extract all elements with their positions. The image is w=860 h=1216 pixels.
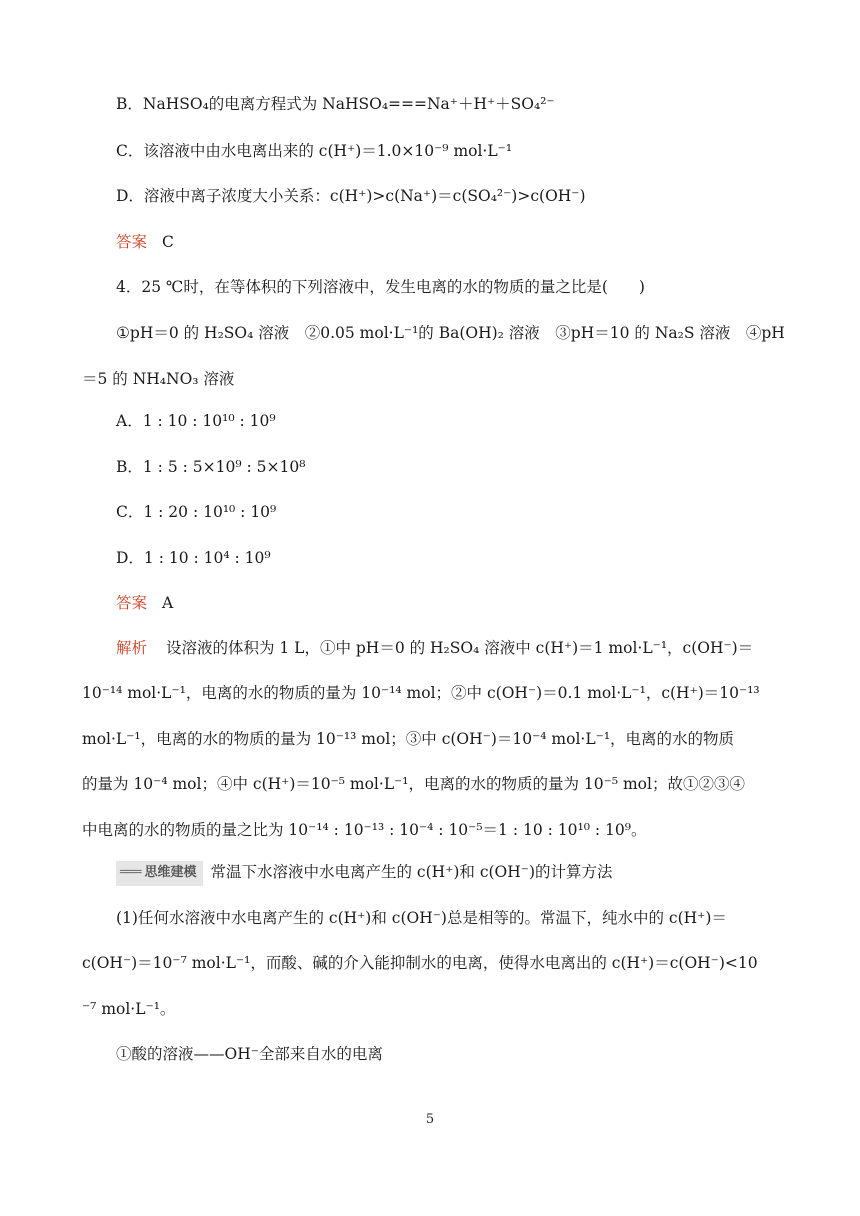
option-c: C．该溶液中由水电离出来的 c(H⁺)＝1.0×10⁻⁹ mol·L⁻¹	[116, 142, 513, 160]
answer-label: 答案	[116, 233, 148, 251]
model-title: 常温下水溶液中水电离产生的 c(H⁺)和 c(OH⁻)的计算方法	[210, 863, 613, 881]
question-4-option-d: D．1 : 10 : 10⁴ : 10⁹	[116, 549, 271, 567]
model-line-3: ⁻⁷ mol·L⁻¹。	[82, 1000, 176, 1018]
answer-3	[116, 231, 174, 253]
model-badge: ═══ 思维建模	[116, 861, 203, 886]
question-4-stem: 4．25 ℃时，在等体积的下列溶液中，发生电离的水的物质的量之比是( )	[116, 278, 645, 296]
analysis-line-2: 10⁻¹⁴ mol·L⁻¹，电离的水的物质的量为 10⁻¹⁴ mol；②中 c(OH⁻)＝0.1 mol·L⁻¹，c(H⁺)＝10⁻¹³	[82, 684, 760, 702]
model-line-4: ①酸的溶液——OH⁻全部来自水的电离	[116, 1045, 383, 1063]
option-b: B．NaHSO₄的电离方程式为 NaHSO₄===Na⁺＋H⁺＋SO₄²⁻	[116, 95, 555, 113]
model-line-1: (1)任何水溶液中水电离产生的 c(H⁺)和 c(OH⁻)总是相等的。常温下，纯水中的 c(H⁺)＝	[116, 909, 727, 927]
bars-icon: ═══	[120, 865, 141, 880]
analysis-label: 解析	[116, 639, 148, 657]
analysis-line-1	[116, 637, 753, 659]
analysis-line-5: 中电离的水的物质的量之比为 10⁻¹⁴ : 10⁻¹³ : 10⁻⁴ : 10⁻⁵＝1 : 10 : 10¹⁰ : 10⁹。	[82, 821, 647, 839]
model-line-2: c(OH⁻)＝10⁻⁷ mol·L⁻¹，而酸、碱的介入能抑制水的电离，使得水电离出的 c(H⁺)＝c(OH⁻)<10	[82, 954, 758, 972]
answer-value: C	[161, 233, 174, 251]
answer-label: 答案	[116, 594, 148, 612]
question-4-option-a: A．1 : 10 : 10¹⁰ : 10⁹	[116, 412, 276, 430]
question-4-conditions-cont: ＝5 的 NH₄NO₃ 溶液	[82, 370, 235, 388]
page-number: 5	[425, 1112, 435, 1127]
question-4-option-b: B．1 : 5 : 5×10⁹ : 5×10⁸	[116, 458, 306, 476]
question-4-conditions: ①pH＝0 的 H₂SO₄ 溶液 ②0.05 mol·L⁻¹的 Ba(OH)₂ 溶液 ③pH＝10 的 Na₂S 溶液 ④pH	[116, 324, 785, 342]
answer-4	[116, 592, 173, 614]
question-4-option-c: C．1 : 20 : 10¹⁰ : 10⁹	[116, 503, 277, 521]
analysis-line-3: mol·L⁻¹，电离的水的物质的量为 10⁻¹³ mol；③中 c(OH⁻)＝10⁻⁴ mol·L⁻¹，电离的水的物质	[82, 730, 735, 748]
analysis-text: 设溶液的体积为 1 L，①中 pH＝0 的 H₂SO₄ 溶液中 c(H⁺)＝1 mol·L⁻¹，c(OH⁻)＝	[165, 639, 754, 657]
model-heading	[116, 861, 613, 886]
analysis-line-4: 的量为 10⁻⁴ mol；④中 c(H⁺)＝10⁻⁵ mol·L⁻¹，电离的水的物质的量为 10⁻⁵ mol；故①②③④	[82, 775, 745, 793]
answer-value: A	[161, 594, 174, 612]
option-d: D．溶液中离子浓度大小关系：c(H⁺)>c(Na⁺)＝c(SO₄²⁻)>c(OH⁻)	[116, 187, 586, 205]
